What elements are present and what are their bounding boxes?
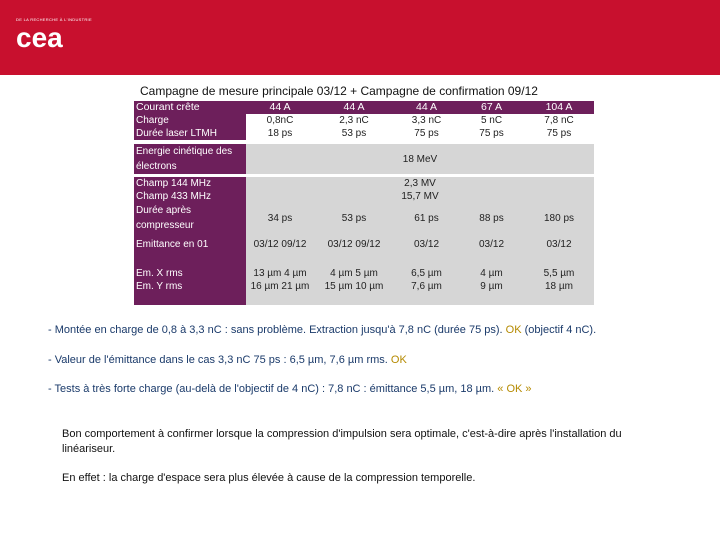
cell: 5 nC xyxy=(459,114,524,127)
cell: 0,8nC xyxy=(246,114,314,127)
note-3 xyxy=(48,383,532,395)
cea-logo xyxy=(16,25,76,58)
ok-mark: OK xyxy=(390,354,407,366)
campaign-table xyxy=(134,101,594,305)
row-label: Emittance en 01 xyxy=(134,233,246,255)
cell: 3,3 nC xyxy=(394,114,459,127)
cell: 03/12 09/12 xyxy=(246,233,314,255)
row-emittance xyxy=(134,233,594,255)
cell: 03/12 xyxy=(524,233,594,255)
row-label: Courant crête xyxy=(134,101,246,114)
row-label: Charge xyxy=(134,114,246,127)
cell: 67 A xyxy=(459,101,524,114)
row-current xyxy=(134,101,594,114)
row-duration xyxy=(134,203,594,233)
note-text: - Valeur de l'émittance dans le cas 3,3 nC 75 ps : 6,5 µm, 7,6 µm rms. xyxy=(48,354,388,366)
cell: 44 A xyxy=(314,101,394,114)
label-em-x: Em. X rms xyxy=(136,268,183,279)
cell: 61 ps xyxy=(394,203,459,233)
em-x: 13 µm 4 µm xyxy=(253,268,307,279)
row-field-433 xyxy=(134,190,594,203)
paragraph-2: En effet : la charge d'espace sera plus élevée à cause de la compression temporelle. xyxy=(62,472,476,484)
cell xyxy=(394,255,459,305)
em-x: 5,5 µm xyxy=(543,268,575,279)
row-charge xyxy=(134,114,594,127)
row-laser xyxy=(134,127,594,140)
cell xyxy=(459,255,524,305)
em-x: 6,5 µm xyxy=(411,268,442,279)
cea-logo-icon xyxy=(16,25,76,53)
note-1 xyxy=(48,324,596,336)
cell: 18 ps xyxy=(246,127,314,140)
cell: 03/12 09/12 xyxy=(314,233,394,255)
row-label: Durée laser LTMH xyxy=(134,127,246,140)
cell: 44 A xyxy=(246,101,314,114)
cell xyxy=(524,255,594,305)
em-y: 15 µm 10 µm xyxy=(324,281,384,292)
em-y: 18 µm xyxy=(545,281,573,292)
note-tail: (objectif 4 nC). xyxy=(524,324,597,336)
cell: 03/12 xyxy=(394,233,459,255)
em-y: 16 µm 21 µm xyxy=(250,281,310,292)
note-text: - Tests à très forte charge (au-delà de l'objectif de 4 nC) : 7,8 nC : émittance 5,5 µm, 18 µm. xyxy=(48,383,495,395)
header-banner xyxy=(0,0,720,75)
note-2 xyxy=(48,354,407,366)
cell: 88 ps xyxy=(459,203,524,233)
row-label: Durée après compresseur xyxy=(134,203,246,233)
cell: 75 ps xyxy=(394,127,459,140)
em-x: 4 µm 5 µm xyxy=(330,268,378,279)
row-label: Champ 433 MHz xyxy=(134,190,246,203)
paragraph-1: Bon comportement à confirmer lorsque la compression d'impulsion sera optimale, c'est-à-dire après l'installation du linéariseur. xyxy=(62,428,622,455)
row-label: Energie cinétique des électrons xyxy=(134,144,246,174)
cell: 7,8 nC xyxy=(524,114,594,127)
cell: 2,3 MV xyxy=(246,177,594,190)
cell: 75 ps xyxy=(459,127,524,140)
row-em xyxy=(134,255,594,305)
cell: 104 A xyxy=(524,101,594,114)
cell: 34 ps xyxy=(246,203,314,233)
row-label: Champ 144 MHz xyxy=(134,177,246,190)
ok-mark: OK xyxy=(505,324,522,336)
row-label xyxy=(134,255,246,305)
cell xyxy=(246,255,314,305)
em-y: 7,6 µm xyxy=(411,281,442,292)
cell: 53 ps xyxy=(314,127,394,140)
logo-text: cea xyxy=(16,25,63,53)
cell: 44 A xyxy=(394,101,459,114)
cell: 53 ps xyxy=(314,203,394,233)
header-tagline: DE LA RECHERCHE À L'INDUSTRIE xyxy=(16,17,92,22)
cell: 18 MeV xyxy=(246,144,594,174)
em-y: 9 µm xyxy=(480,281,503,292)
row-energy xyxy=(134,144,594,174)
cell: 03/12 xyxy=(459,233,524,255)
ok-mark: « OK » xyxy=(497,383,532,395)
cell: 180 ps xyxy=(524,203,594,233)
cell: 2,3 nC xyxy=(314,114,394,127)
label-em-y: Em. Y rms xyxy=(136,281,183,292)
slide-title: Campagne de mesure principale 03/12 + Campagne de confirmation 09/12 xyxy=(140,84,538,98)
note-text: - Montée en charge de 0,8 à 3,3 nC : sans problème. Extraction jusqu'à 7,8 nC (durée 75 ps). xyxy=(48,324,503,336)
cell xyxy=(314,255,394,305)
em-x: 4 µm xyxy=(480,268,503,279)
row-field-144 xyxy=(134,177,594,190)
cell: 15,7 MV xyxy=(246,190,594,203)
cell: 75 ps xyxy=(524,127,594,140)
